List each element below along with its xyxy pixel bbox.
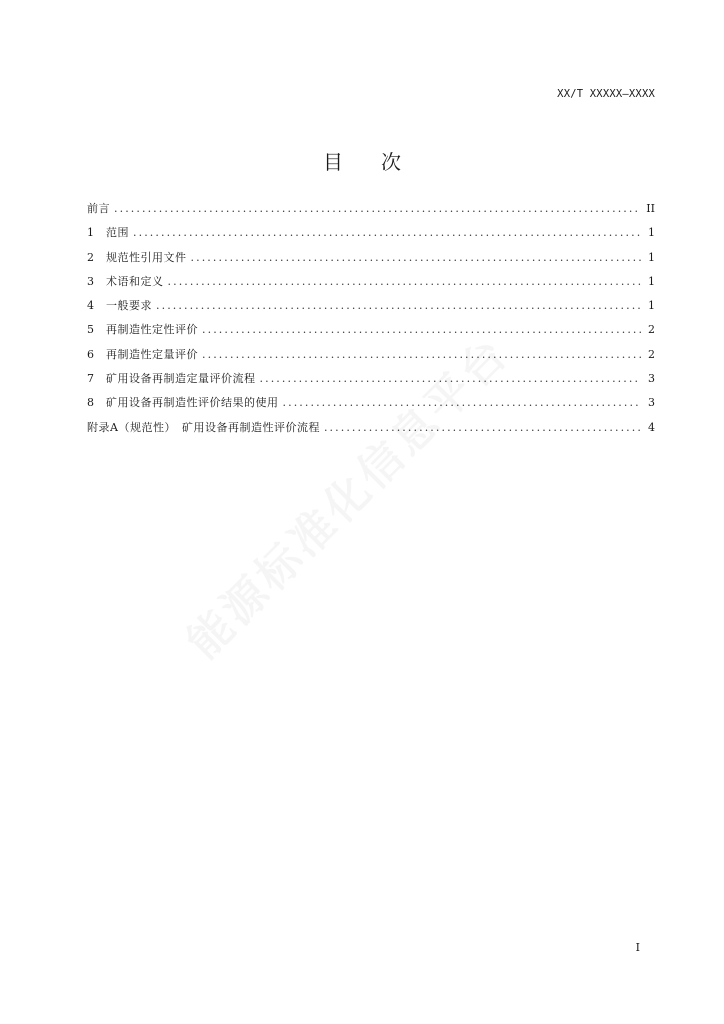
toc-entry-page: 1 (648, 274, 655, 288)
toc-entry-page: II (646, 202, 655, 215)
toc-entry-quantitative-evaluation[interactable] (87, 346, 655, 370)
toc-entry-number: 7 (87, 372, 94, 386)
toc-title-part1: 目 (323, 150, 343, 174)
toc-entry-appendix-a[interactable] (87, 419, 655, 443)
toc-entry-page: 2 (648, 347, 655, 361)
toc-entry-terms-definitions[interactable] (87, 273, 655, 297)
toc-leader-dots (191, 249, 642, 267)
table-of-contents (87, 200, 655, 443)
toc-leader-dots (133, 224, 641, 242)
toc-entry-label: 前言 (87, 202, 110, 215)
toc-title (0, 146, 724, 175)
toc-leader-dots (283, 394, 642, 412)
toc-leader-dots (202, 346, 641, 364)
toc-entry-general-requirements[interactable] (87, 297, 655, 321)
toc-entry-number: 8 (87, 396, 94, 410)
toc-entry-evaluation-process[interactable] (87, 370, 655, 394)
toc-entry-label: 一般要求 (106, 299, 152, 313)
toc-entry-label: 附录A（规范性） 矿用设备再制造性评价流程 (87, 420, 320, 434)
toc-entry-page: 1 (648, 226, 655, 240)
toc-entry-page: 3 (648, 372, 655, 386)
toc-entry-page: 2 (648, 323, 655, 337)
toc-entry-label: 规范性引用文件 (106, 250, 187, 264)
toc-entry-foreword[interactable] (87, 200, 655, 224)
toc-entry-label: 范围 (106, 226, 129, 240)
page-number: I (635, 941, 640, 954)
toc-entry-label: 再制造性定量评价 (106, 347, 198, 361)
toc-entry-page: 4 (648, 420, 655, 434)
toc-entry-use-of-results[interactable] (87, 394, 655, 418)
toc-entry-number: 2 (87, 250, 94, 264)
toc-entry-number: 3 (87, 274, 94, 288)
toc-entry-number: 5 (87, 323, 94, 337)
toc-entry-number: 1 (87, 226, 94, 240)
toc-entry-number: 6 (87, 347, 94, 361)
toc-entry-normative-references[interactable] (87, 249, 655, 273)
toc-entry-page: 1 (648, 299, 655, 313)
toc-leader-dots (168, 273, 642, 291)
toc-entry-label: 矿用设备再制造性评价结果的使用 (106, 396, 279, 410)
toc-entry-number: 4 (87, 299, 94, 313)
toc-entry-label: 术语和定义 (106, 274, 164, 288)
toc-title-part2: 次 (381, 150, 401, 174)
toc-entry-page: 3 (648, 396, 655, 410)
toc-leader-dots (324, 419, 641, 437)
toc-leader-dots (202, 321, 641, 339)
toc-entry-qualitative-evaluation[interactable] (87, 321, 655, 345)
toc-entry-label: 再制造性定性评价 (106, 323, 198, 337)
toc-leader-dots (156, 297, 641, 315)
toc-entry-scope[interactable] (87, 224, 655, 248)
toc-leader-dots (114, 200, 641, 218)
toc-entry-label: 矿用设备再制造定量评价流程 (106, 372, 256, 386)
toc-leader-dots (260, 370, 642, 388)
standard-code: XX/T XXXXX—XXXX (557, 88, 655, 100)
toc-entry-page: 1 (648, 250, 655, 264)
